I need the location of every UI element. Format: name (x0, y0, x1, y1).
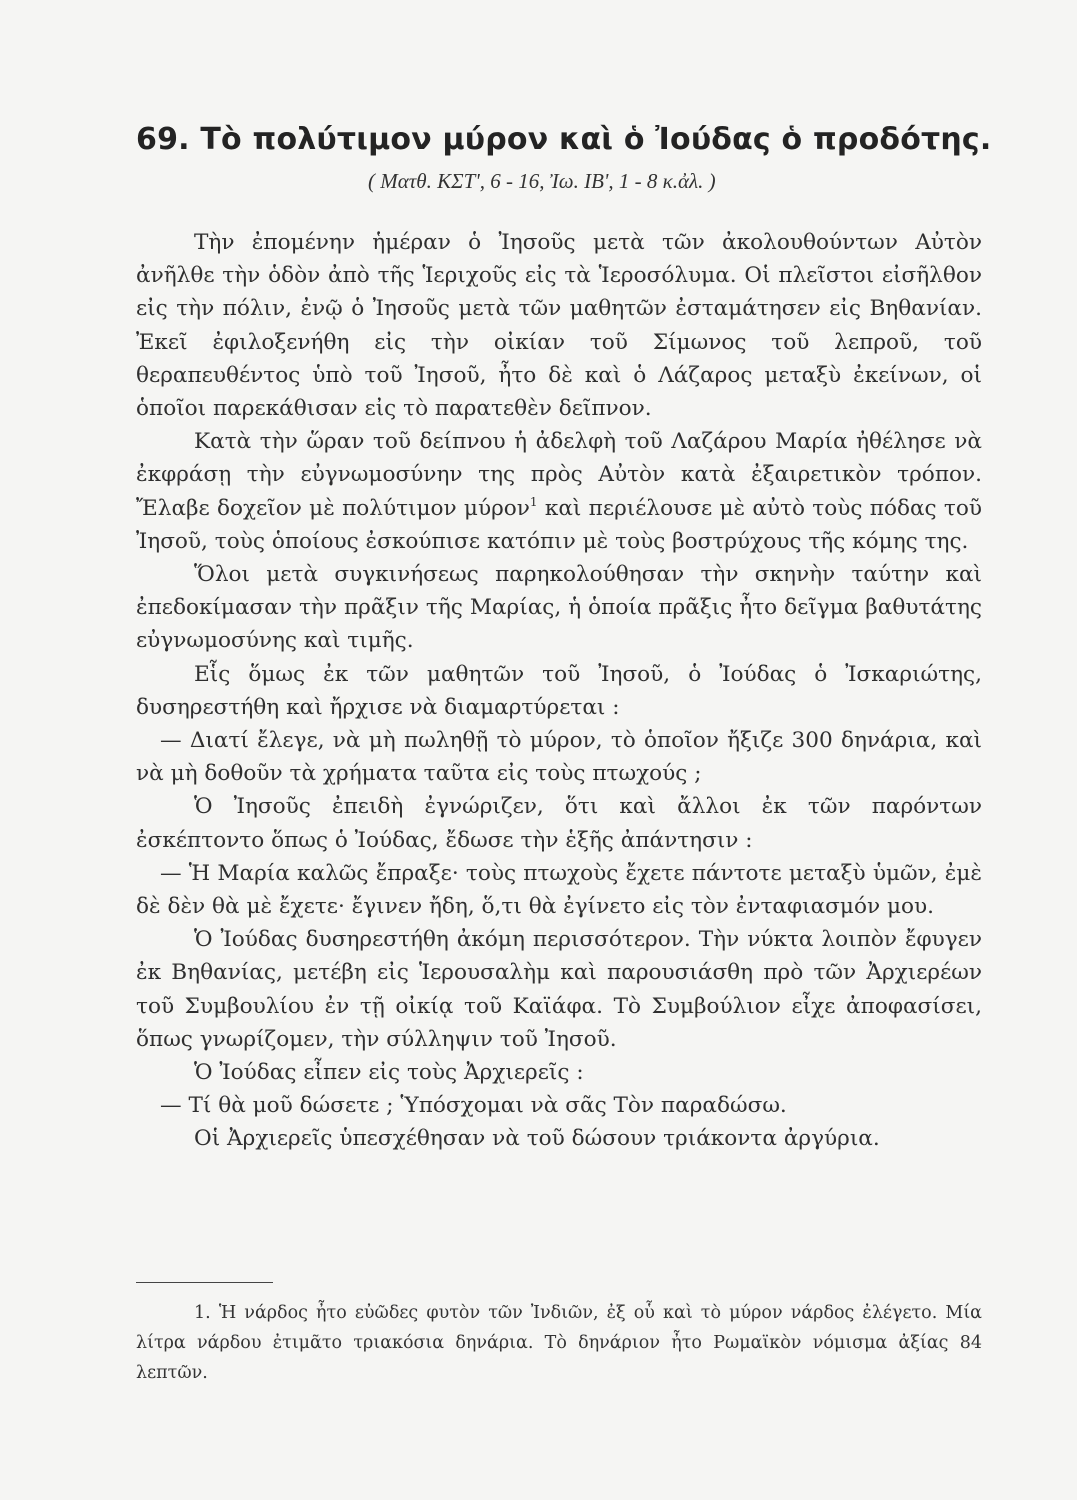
paragraph: Ὁ Ἰησοῦς ἐπειδὴ ἐγνώριζεν, ὅτι καὶ ἄλλοι ἐκ τῶν παρόντων ἐσκέπτοντο ὅπως ὁ Ἰούδας, ἔδωσε τὴν ἑξῆς ἀπάντησιν : (136, 794, 982, 853)
footnote-body: Ἡ νάρδος ἦτο εὐῶδες φυτὸν τῶν Ἰνδιῶν, ἐξ οὗ καὶ τὸ μύρον νάρδος ἐλέγετο. Μία λίτρα νάρδου ἐτιμᾶτο τριακόσια δηνάρια. Τὸ δηνάριον ἦτο Ρωμαϊκὸν νόμισμα ἀξίας 84 λεπτῶν. (136, 1303, 982, 1383)
footnote-marker: 1 (529, 494, 538, 509)
paragraph: Ὁ Ἰούδας εἶπεν εἰς τοὺς Ἀρχιερεῖς : (194, 1060, 584, 1086)
footnote-divider (136, 1282, 273, 1283)
scripture-reference: ( Ματθ. ΚΣΤ', 6 - 16, Ἰω. ΙΒ', 1 - 8 κ.ἀλ. ) (368, 169, 716, 193)
paragraph: Ὅλοι μετὰ συγκινήσεως παρηκολούθησαν τὴν σκηνὴν ταύτην καὶ ἐπεδοκίμασαν τὴν πρᾶξιν τῆς Μαρίας, ἡ ὁποία πρᾶξις ἦτο δεῖγμα βαθυτάτης εὐγνωμοσύνης καὶ τιμῆς. (136, 562, 982, 654)
dialogue-line: — Ἡ Μαρία καλῶς ἔπραξε· τοὺς πτωχοὺς ἔχετε πάντοτε μεταξὺ ὑμῶν, ἐμὲ δὲ δὲν θὰ μὲ ἔχετε· ἔγινεν ἤδη, ὅ,τι θὰ ἐγίνετο εἰς τὸν ἐνταφιασμόν μου. (136, 860, 982, 920)
paragraph (136, 425, 982, 558)
footnote (136, 1298, 982, 1388)
chapter-heading: 69. Τὸ πολύτιμον μύρον καὶ ὁ Ἰούδας ὁ προδότης. (136, 122, 992, 157)
dialogue-line: — Τί θὰ μοῦ δώσετε ; Ὑπόσχομαι νὰ σᾶς Τὸν παραδώσω. (160, 1093, 787, 1119)
paragraph: Ὁ Ἰούδας δυσηρεστήθη ἀκόμη περισσότερον. Τὴν νύκτα λοιπὸν ἔφυγεν ἐκ Βηθανίας, μετέβη εἰς Ἱερουσαλὴμ καὶ παρουσιάσθη πρὸ τῶν Ἀρχιερέων τοῦ Συμβουλίου ἐν τῇ οἰκίᾳ τοῦ Καϊάφα. Τὸ Συμβούλιον εἶχε ἀποφασίσει, ὅπως γνωρίζομεν, τὴν σύλληψιν τοῦ Ἰησοῦ. (136, 927, 982, 1052)
paragraph-text: Κατὰ τὴν ὥραν τοῦ δείπνου ἡ ἀδελφὴ τοῦ Λαζάρου Μαρία ἠθέλησε νὰ ἐκφράσῃ τὴν εὐγνωμοσύνην της πρὸς Αὐτὸν κατὰ ἐξαιρετικὸν τρόπον. Ἔλαβε δοχεῖον μὲ πολύτιμον μύρον (136, 429, 982, 521)
paragraph: Τὴν ἐπομένην ἡμέραν ὁ Ἰησοῦς μετὰ τῶν ἀκολουθούντων Αὐτὸν ἀνῆλθε τὴν ὁδὸν ἀπὸ τῆς Ἱεριχοῦς εἰς τὰ Ἱεροσόλυμα. Οἱ πλεῖστοι εἰσῆλθον εἰς τὴν πόλιν, ἐνῷ ὁ Ἰησοῦς μετὰ τῶν μαθητῶν ἐσταμάτησεν εἰς Βηθανίαν. Ἐκεῖ ἐφιλοξενήθη εἰς τὴν οἰκίαν τοῦ Σίμωνος τοῦ λεπροῦ, τοῦ θεραπευθέντος ὑπὸ τοῦ Ἰησοῦ, ἦτο δὲ καὶ ὁ Λάζαρος μεταξὺ ἐκείνων, οἱ ὁποῖοι παρεκάθισαν εἰς τὸ παρατεθὲν δεῖπνον. (136, 230, 982, 422)
footnote-text (136, 1298, 982, 1388)
dialogue-line: — Διατί ἔλεγε, νὰ μὴ πωληθῇ τὸ μύρον, τὸ ὁποῖον ἤξιζε 300 δηνάρια, καὶ νὰ μὴ δοθοῦν τὰ χρήματα ταῦτα εἰς τοὺς πτωχούς ; (136, 728, 982, 787)
paragraph: Οἱ Ἀρχιερεῖς ὑπεσχέθησαν νὰ τοῦ δώσουν τριάκοντα ἀργύρια. (194, 1126, 880, 1152)
body-text (136, 226, 982, 1156)
paragraph: Εἷς ὅμως ἐκ τῶν μαθητῶν τοῦ Ἰησοῦ, ὁ Ἰούδας ὁ Ἰσκαριώτης, δυσηρεστήθη καὶ ἤρχισε νὰ διαμαρτύρεται : (136, 661, 982, 720)
paragraph-text: καὶ περιέλουσε μὲ αὐτὸ τοὺς πόδας τοῦ Ἰησοῦ, τοὺς ὁποίους ἐσκούπισε κατόπιν μὲ τοὺς βοστρύχους τῆς κόμης της. (136, 495, 982, 554)
footnote-number: 1. (194, 1303, 211, 1323)
